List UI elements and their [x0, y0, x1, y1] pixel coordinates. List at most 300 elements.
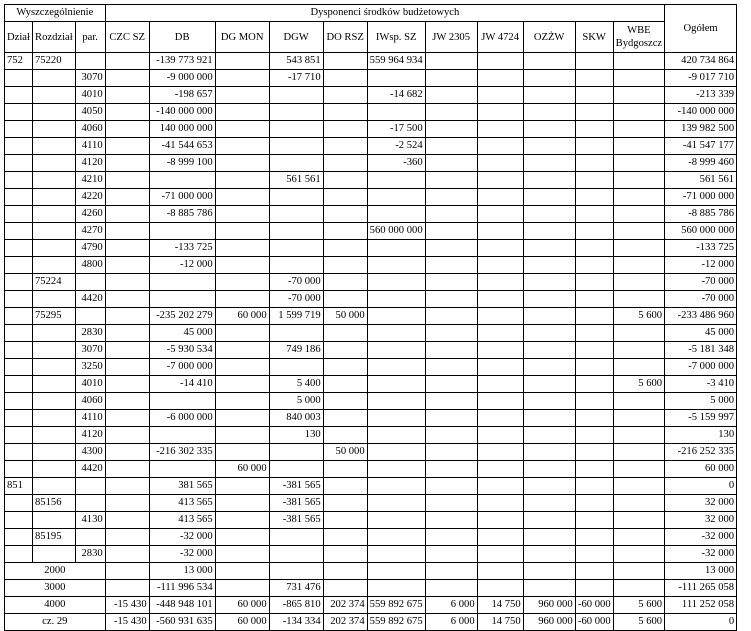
cell-par: 2830: [75, 546, 105, 563]
cell-value: -9 000 000: [149, 70, 215, 87]
header-column: JW 4724: [477, 22, 523, 53]
cell-value: [105, 172, 149, 189]
cell-value: [523, 427, 575, 444]
cell-value: 749 186: [269, 342, 323, 359]
cell-value: -17 710: [269, 70, 323, 87]
summary-value: -15 430: [105, 597, 149, 614]
table-row: [5, 206, 737, 223]
cell-value: [575, 359, 613, 376]
table-row: [5, 53, 737, 70]
cell-par: 3250: [75, 359, 105, 376]
cell-value: [215, 478, 269, 495]
cell-value: [323, 529, 367, 546]
cell-value: [105, 495, 149, 512]
cell-value: 5 000: [269, 393, 323, 410]
cell-value: [367, 325, 425, 342]
cell-value: [105, 121, 149, 138]
summary-value: [215, 580, 269, 597]
cell-value: [323, 291, 367, 308]
cell-value: [613, 325, 664, 342]
cell-value: [105, 359, 149, 376]
cell-value: [269, 121, 323, 138]
cell-value: [477, 376, 523, 393]
cell-value: [323, 53, 367, 70]
cell-value: [575, 495, 613, 512]
cell-value: -70 000: [269, 274, 323, 291]
cell-value: [215, 274, 269, 291]
summary-value: -560 931 635: [149, 614, 215, 631]
summary-value: [425, 580, 477, 597]
cell-value: [323, 257, 367, 274]
cell-dzial: [5, 223, 33, 240]
summary-value: 960 000: [523, 614, 575, 631]
cell-value: [367, 495, 425, 512]
cell-value: [523, 257, 575, 274]
cell-rozdzial: [33, 291, 76, 308]
cell-total: 32 000: [665, 495, 737, 512]
cell-value: [523, 138, 575, 155]
cell-value: [477, 87, 523, 104]
cell-value: [425, 206, 477, 223]
cell-dzial: [5, 257, 33, 274]
cell-value: [323, 104, 367, 121]
summary-row: [5, 563, 737, 580]
cell-value: [425, 172, 477, 189]
cell-value: [477, 240, 523, 257]
cell-value: [425, 155, 477, 172]
cell-value: [215, 240, 269, 257]
cell-value: [105, 410, 149, 427]
summary-value: -448 948 101: [149, 597, 215, 614]
cell-value: [613, 172, 664, 189]
cell-value: [367, 172, 425, 189]
cell-total: 561 561: [665, 172, 737, 189]
header-dzial: Dział: [5, 22, 33, 53]
cell-value: [523, 172, 575, 189]
cell-rozdzial: 75220: [33, 53, 76, 70]
cell-value: [215, 427, 269, 444]
cell-value: [477, 308, 523, 325]
cell-value: [477, 410, 523, 427]
cell-value: [149, 172, 215, 189]
cell-rozdzial: [33, 138, 76, 155]
cell-value: [613, 444, 664, 461]
cell-value: -14 682: [367, 87, 425, 104]
cell-value: [477, 138, 523, 155]
cell-value: [269, 206, 323, 223]
cell-value: [523, 359, 575, 376]
cell-par: 4050: [75, 104, 105, 121]
cell-value: [367, 206, 425, 223]
cell-value: 560 000 000: [367, 223, 425, 240]
cell-value: [105, 87, 149, 104]
cell-rozdzial: [33, 87, 76, 104]
cell-value: 130: [269, 427, 323, 444]
cell-value: [367, 478, 425, 495]
cell-total: -140 000 000: [665, 104, 737, 121]
table-row: [5, 376, 737, 393]
header-column: OZŻW: [523, 22, 575, 53]
cell-value: [613, 427, 664, 444]
table-row: [5, 325, 737, 342]
cell-value: [215, 87, 269, 104]
summary-value: 559 892 675: [367, 614, 425, 631]
cell-value: [575, 104, 613, 121]
summary-value: 559 892 675: [367, 597, 425, 614]
cell-dzial: [5, 325, 33, 342]
cell-value: [425, 138, 477, 155]
cell-value: [523, 393, 575, 410]
table-row: [5, 70, 737, 87]
summary-value: 5 600: [613, 597, 664, 614]
cell-value: [425, 359, 477, 376]
cell-value: [323, 495, 367, 512]
cell-value: [523, 121, 575, 138]
cell-value: [105, 104, 149, 121]
cell-value: [613, 359, 664, 376]
cell-par: 4270: [75, 223, 105, 240]
cell-value: [323, 172, 367, 189]
cell-value: [215, 410, 269, 427]
cell-value: [613, 529, 664, 546]
cell-value: [613, 53, 664, 70]
summary-value: [105, 563, 149, 580]
cell-par: 4220: [75, 189, 105, 206]
cell-value: [323, 359, 367, 376]
cell-par: 4260: [75, 206, 105, 223]
cell-value: [323, 155, 367, 172]
cell-value: [575, 546, 613, 563]
cell-value: -216 302 335: [149, 444, 215, 461]
cell-value: [425, 427, 477, 444]
cell-par: 4210: [75, 172, 105, 189]
cell-value: [477, 529, 523, 546]
cell-value: [105, 155, 149, 172]
cell-dzial: [5, 87, 33, 104]
cell-value: [215, 257, 269, 274]
cell-total: 560 000 000: [665, 223, 737, 240]
header-rozdzial: Rozdział: [33, 22, 76, 53]
cell-value: -360: [367, 155, 425, 172]
header-par: par.: [75, 22, 105, 53]
cell-value: [575, 274, 613, 291]
cell-value: [323, 138, 367, 155]
cell-value: [367, 291, 425, 308]
cell-value: [215, 342, 269, 359]
cell-value: [323, 410, 367, 427]
cell-dzial: [5, 308, 33, 325]
header-column: DG MON: [215, 22, 269, 53]
cell-dzial: [5, 240, 33, 257]
cell-value: [367, 240, 425, 257]
table-row: [5, 291, 737, 308]
cell-value: [523, 53, 575, 70]
cell-total: -216 252 335: [665, 444, 737, 461]
cell-value: [367, 359, 425, 376]
cell-value: 140 000 000: [149, 121, 215, 138]
summary-label: 4000: [5, 597, 106, 614]
cell-value: [613, 342, 664, 359]
cell-total: 5 000: [665, 393, 737, 410]
cell-value: [425, 189, 477, 206]
header-column: DB: [149, 22, 215, 53]
cell-value: [613, 223, 664, 240]
summary-value: -111 996 534: [149, 580, 215, 597]
cell-value: [323, 121, 367, 138]
cell-value: [575, 342, 613, 359]
cell-par: [75, 495, 105, 512]
cell-dzial: [5, 512, 33, 529]
cell-total: -12 000: [665, 257, 737, 274]
cell-value: [269, 359, 323, 376]
cell-value: [477, 104, 523, 121]
cell-value: [269, 223, 323, 240]
cell-value: [323, 376, 367, 393]
cell-total: 32 000: [665, 512, 737, 529]
cell-value: [269, 104, 323, 121]
cell-value: [575, 155, 613, 172]
cell-value: [425, 87, 477, 104]
cell-value: [105, 206, 149, 223]
table-row: [5, 240, 737, 257]
cell-value: [523, 155, 575, 172]
summary-value: 6 000: [425, 614, 477, 631]
cell-value: [105, 291, 149, 308]
cell-value: [425, 393, 477, 410]
cell-total: -3 410: [665, 376, 737, 393]
cell-total: -233 486 960: [665, 308, 737, 325]
cell-value: [523, 325, 575, 342]
cell-value: [269, 325, 323, 342]
cell-value: [523, 308, 575, 325]
cell-value: 5 400: [269, 376, 323, 393]
header-dysponenci: Dysponenci środków budżetowych: [105, 5, 664, 22]
cell-par: 4010: [75, 376, 105, 393]
cell-rozdzial: [33, 121, 76, 138]
cell-dzial: 752: [5, 53, 33, 70]
cell-value: [425, 546, 477, 563]
cell-value: [215, 529, 269, 546]
cell-value: [613, 70, 664, 87]
cell-par: [75, 274, 105, 291]
cell-value: [215, 155, 269, 172]
cell-rozdzial: 85156: [33, 495, 76, 512]
cell-value: [523, 376, 575, 393]
cell-value: -140 000 000: [149, 104, 215, 121]
cell-value: [149, 274, 215, 291]
cell-value: [215, 104, 269, 121]
cell-value: [367, 274, 425, 291]
cell-rozdzial: 85195: [33, 529, 76, 546]
cell-value: [215, 393, 269, 410]
cell-value: [477, 155, 523, 172]
cell-value: [575, 325, 613, 342]
summary-value: [613, 563, 664, 580]
cell-par: 4420: [75, 291, 105, 308]
cell-value: [323, 87, 367, 104]
table-row: [5, 478, 737, 495]
table-header: [5, 5, 737, 53]
cell-value: [105, 512, 149, 529]
cell-value: [215, 53, 269, 70]
cell-rozdzial: [33, 223, 76, 240]
cell-value: [613, 138, 664, 155]
cell-total: -70 000: [665, 291, 737, 308]
cell-value: [105, 223, 149, 240]
cell-rozdzial: [33, 410, 76, 427]
cell-total: -7 000 000: [665, 359, 737, 376]
cell-value: [575, 240, 613, 257]
cell-rozdzial: [33, 104, 76, 121]
table-row: [5, 308, 737, 325]
cell-par: [75, 308, 105, 325]
cell-value: -41 544 653: [149, 138, 215, 155]
cell-rozdzial: [33, 376, 76, 393]
summary-value: 731 476: [269, 580, 323, 597]
cell-total: -32 000: [665, 546, 737, 563]
cell-value: [425, 274, 477, 291]
cell-total: 45 000: [665, 325, 737, 342]
cell-value: [477, 444, 523, 461]
table-row: [5, 512, 737, 529]
summary-value: [323, 580, 367, 597]
cell-value: [523, 223, 575, 240]
cell-value: 559 964 934: [367, 53, 425, 70]
cell-value: -12 000: [149, 257, 215, 274]
cell-total: -71 000 000: [665, 189, 737, 206]
summary-row: [5, 614, 737, 631]
cell-value: [215, 444, 269, 461]
summary-value: [477, 563, 523, 580]
cell-dzial: [5, 172, 33, 189]
cell-value: [575, 444, 613, 461]
cell-dzial: [5, 461, 33, 478]
cell-value: -381 565: [269, 495, 323, 512]
summary-label: 3000: [5, 580, 106, 597]
cell-dzial: [5, 376, 33, 393]
cell-dzial: [5, 274, 33, 291]
cell-value: [323, 342, 367, 359]
cell-value: [367, 546, 425, 563]
cell-rozdzial: [33, 206, 76, 223]
cell-value: [613, 240, 664, 257]
cell-dzial: [5, 342, 33, 359]
header-row-top: [5, 5, 737, 22]
cell-value: [523, 461, 575, 478]
cell-rozdzial: [33, 512, 76, 529]
summary-value: 202 374: [323, 597, 367, 614]
cell-dzial: [5, 155, 33, 172]
cell-par: 4110: [75, 138, 105, 155]
cell-value: [575, 206, 613, 223]
summary-value: [105, 580, 149, 597]
summary-value: -865 810: [269, 597, 323, 614]
cell-par: 4120: [75, 155, 105, 172]
cell-par: [75, 529, 105, 546]
cell-value: 561 561: [269, 172, 323, 189]
cell-value: [575, 376, 613, 393]
summary-value: [575, 563, 613, 580]
cell-value: [105, 138, 149, 155]
cell-value: [323, 223, 367, 240]
cell-par: 4790: [75, 240, 105, 257]
cell-value: [105, 325, 149, 342]
cell-value: [613, 461, 664, 478]
cell-value: [477, 461, 523, 478]
cell-value: [105, 529, 149, 546]
cell-rozdzial: [33, 155, 76, 172]
cell-value: [575, 393, 613, 410]
cell-value: [613, 155, 664, 172]
cell-value: [323, 461, 367, 478]
cell-value: 413 565: [149, 495, 215, 512]
cell-dzial: [5, 546, 33, 563]
summary-value: [575, 580, 613, 597]
cell-value: [425, 444, 477, 461]
cell-value: [215, 223, 269, 240]
table-row: [5, 410, 737, 427]
cell-value: [613, 189, 664, 206]
cell-value: [149, 393, 215, 410]
cell-value: [215, 376, 269, 393]
cell-value: [575, 427, 613, 444]
cell-rozdzial: [33, 172, 76, 189]
cell-dzial: [5, 121, 33, 138]
cell-value: 45 000: [149, 325, 215, 342]
cell-rozdzial: [33, 444, 76, 461]
cell-rozdzial: [33, 478, 76, 495]
cell-value: [425, 461, 477, 478]
summary-value: 60 000: [215, 614, 269, 631]
cell-dzial: [5, 393, 33, 410]
table-row: [5, 359, 737, 376]
summary-value: [425, 563, 477, 580]
summary-value: -60 000: [575, 597, 613, 614]
cell-value: [477, 393, 523, 410]
cell-value: [575, 410, 613, 427]
cell-value: [269, 138, 323, 155]
cell-value: 50 000: [323, 308, 367, 325]
cell-par: 4120: [75, 427, 105, 444]
cell-value: [269, 189, 323, 206]
cell-value: [523, 410, 575, 427]
cell-value: -32 000: [149, 546, 215, 563]
cell-value: [523, 478, 575, 495]
cell-value: [149, 427, 215, 444]
cell-value: [425, 257, 477, 274]
cell-value: [523, 546, 575, 563]
cell-value: [149, 291, 215, 308]
cell-par: 4130: [75, 512, 105, 529]
cell-value: [425, 342, 477, 359]
cell-rozdzial: [33, 342, 76, 359]
cell-par: [75, 478, 105, 495]
cell-value: [367, 393, 425, 410]
cell-value: [105, 274, 149, 291]
cell-value: [575, 87, 613, 104]
summary-total: 13 000: [665, 563, 737, 580]
cell-value: [323, 478, 367, 495]
summary-value: 960 000: [523, 597, 575, 614]
cell-value: [425, 478, 477, 495]
cell-value: [269, 546, 323, 563]
cell-value: [269, 461, 323, 478]
cell-value: -381 565: [269, 478, 323, 495]
cell-rozdzial: [33, 359, 76, 376]
cell-value: [367, 257, 425, 274]
cell-value: [105, 70, 149, 87]
table-row: [5, 529, 737, 546]
